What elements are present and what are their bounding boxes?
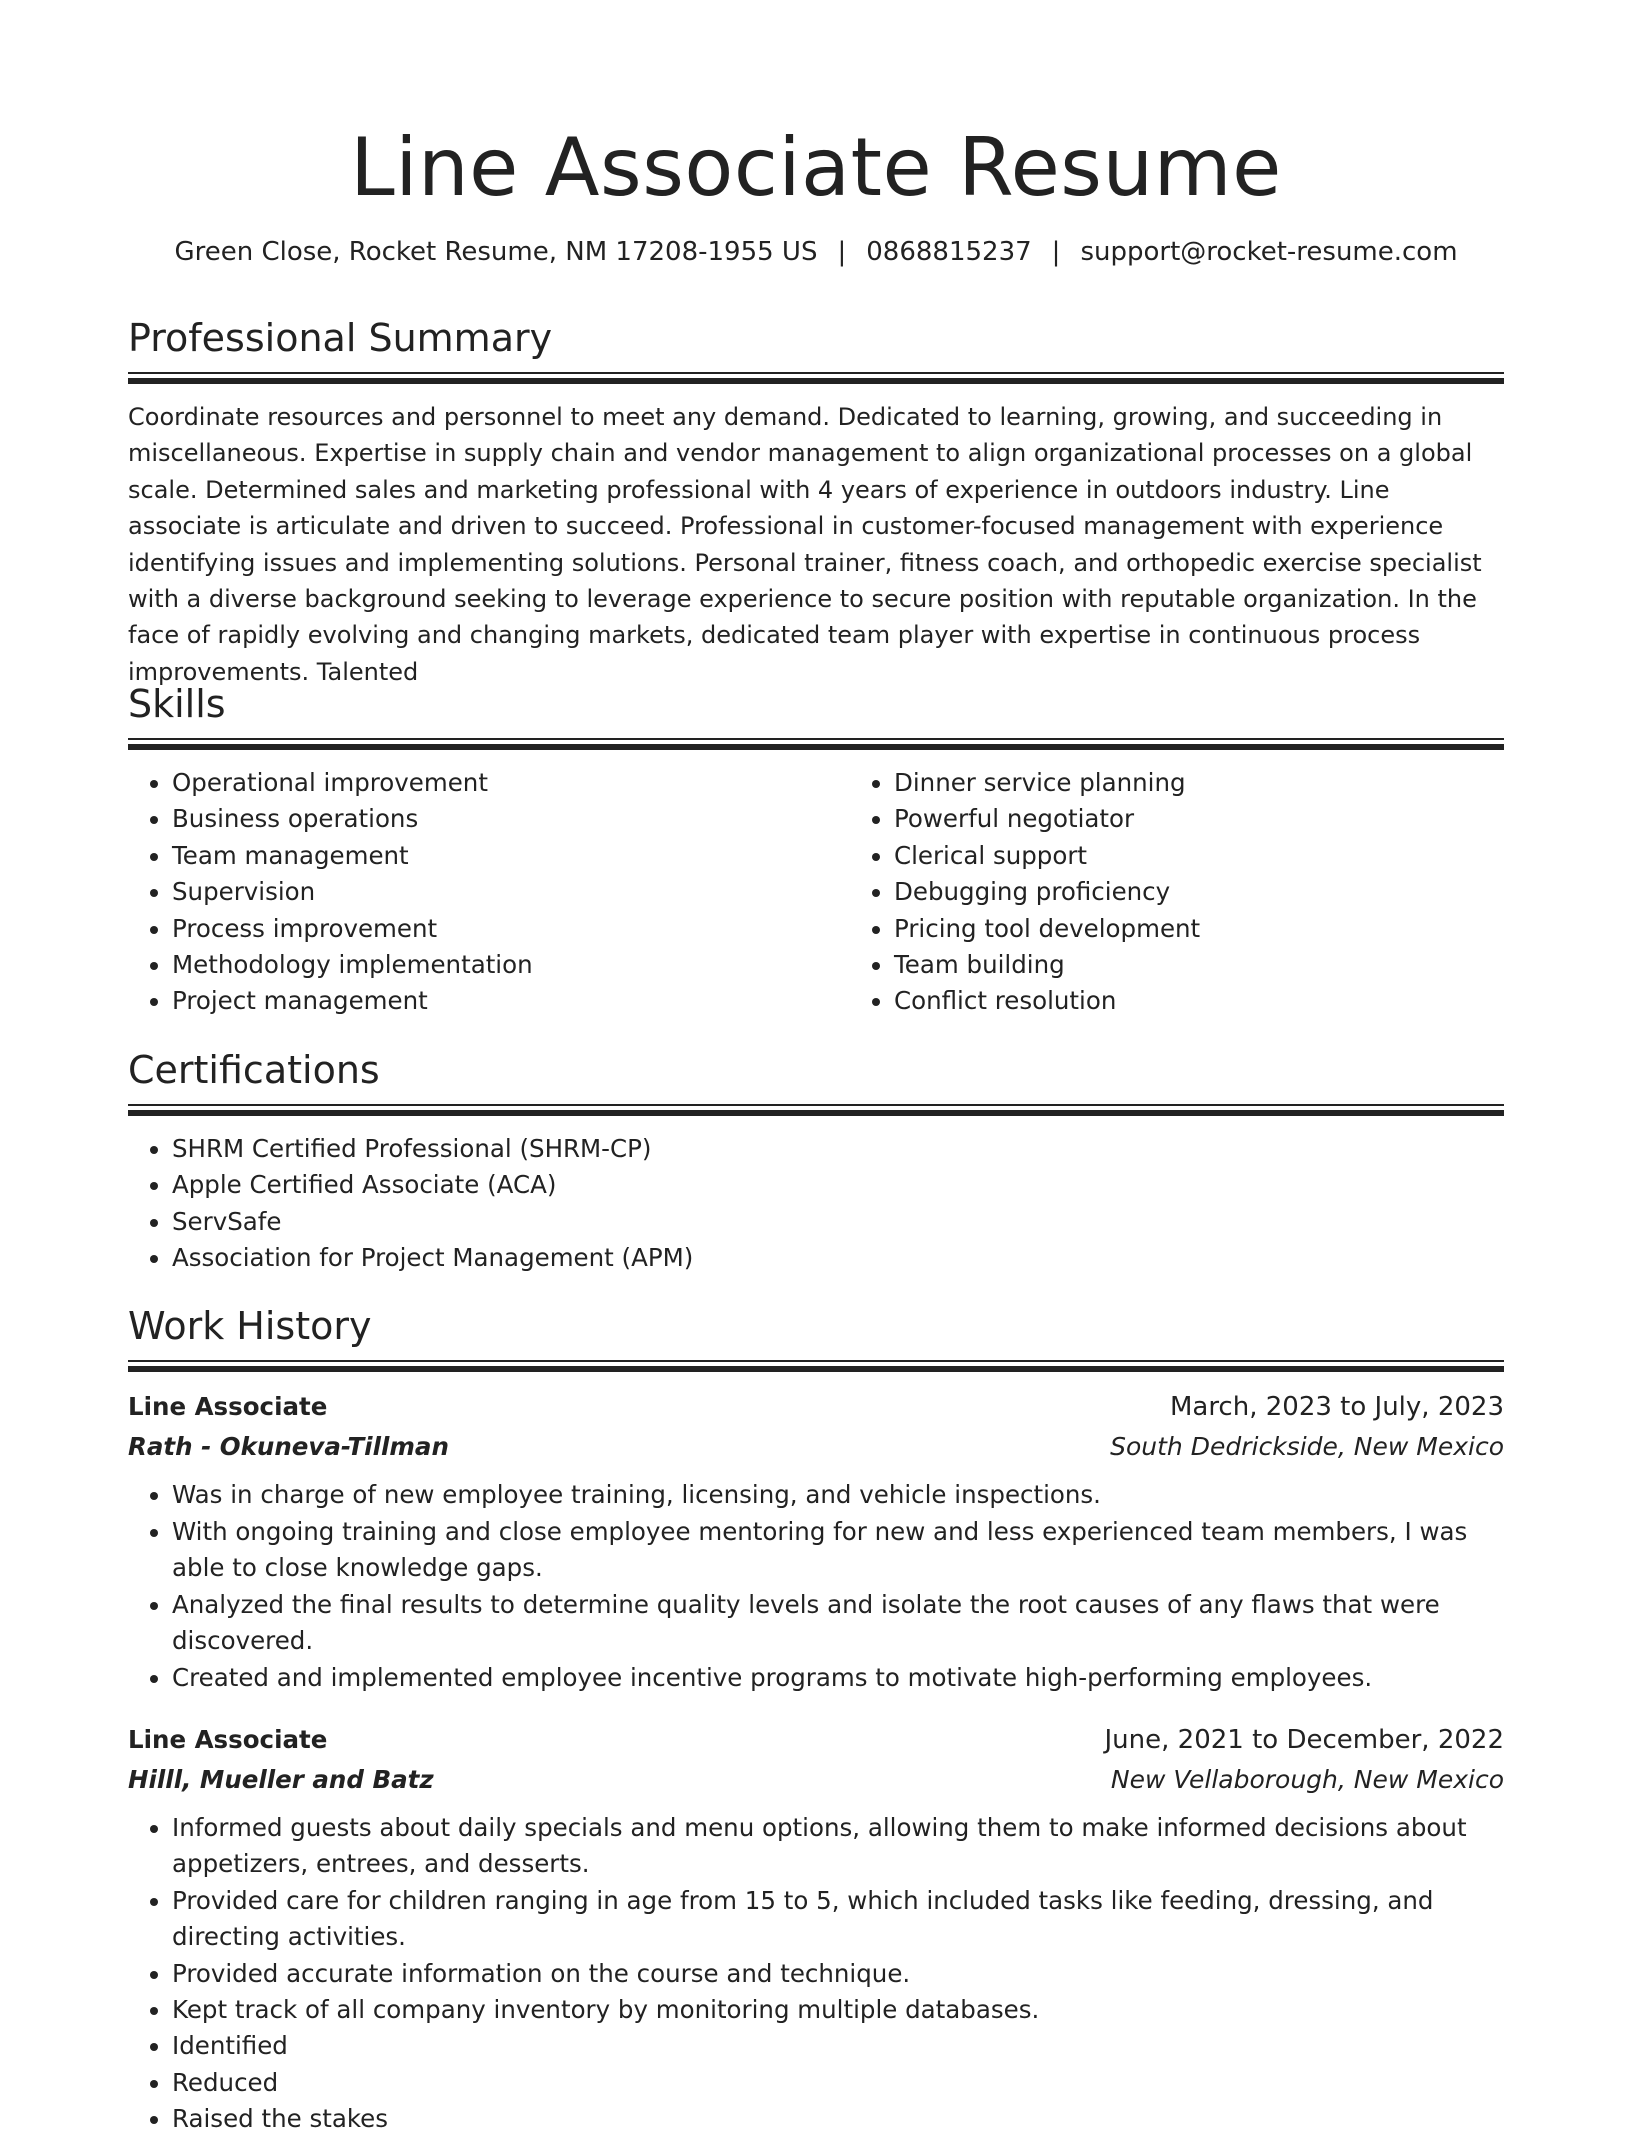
- job-title: Line Associate: [128, 1392, 328, 1422]
- skill-item: • Debugging proficiency: [894, 874, 1572, 910]
- certification-item: • Association for Project Management (APM): [172, 1240, 1504, 1276]
- skill-item: • Operational improvement: [172, 765, 850, 801]
- job-company-row: [128, 1760, 1504, 1800]
- job-header-row: [128, 1720, 1504, 1760]
- job-company-row: [128, 1427, 1504, 1467]
- work-history-heading: Work History: [128, 1304, 372, 1349]
- section-divider: [128, 738, 1504, 749]
- resume-page: [128, 118, 1504, 2138]
- contact-phone: 0868815237: [866, 237, 1032, 267]
- skills-section: [128, 680, 1504, 1020]
- section-divider: [128, 1360, 1504, 1371]
- skill-item: • Supervision: [172, 874, 850, 910]
- job-duties-list: [128, 1810, 1504, 2138]
- contact-separator: |: [837, 237, 847, 267]
- certification-item: • SHRM Certified Professional (SHRM-CP): [172, 1131, 1504, 1167]
- job-duty-item: • Identified: [172, 2028, 1504, 2064]
- job-dates: June, 2021 to December, 2022: [1104, 1724, 1504, 1755]
- summary-heading: Professional Summary: [128, 316, 553, 360]
- summary-text: Coordinate resources and personnel to meet any demand. Dedicated to learning, growing, and succeeding in miscellaneous. Expertise in supply chain and vendor management to align organizational processes on a global scale. Determined sales and marketing professional with 4 years of experience in outdoors industry. Line associate is articulate and driven to succeed. Professional in customer-focused management with experience identifying issues and implementing solutions. Personal trainer, fitness coach, and orthopedic exercise specialist with a diverse background seeking to leverage experience to secure position with reputable organization. In the face of rapidly evolving and changing markets, dedicated team player with expertise in continuous process improvements. Talented: [128, 403, 1482, 686]
- job-duty-item: • Analyzed the final results to determine quality levels and isolate the root causes of any flaws that were discovered.: [172, 1587, 1504, 1660]
- job-duty-item: • Created and implemented employee incentive programs to motivate high-performing employees.: [172, 1660, 1504, 1696]
- job-company: Hilll, Mueller and Batz: [128, 1764, 434, 1794]
- job-duty-item: • Provided accurate information on the course and technique.: [172, 1956, 1504, 1992]
- skill-item: • Pricing tool development: [894, 911, 1572, 947]
- skill-item: • Process improvement: [172, 911, 850, 947]
- certification-item: • Apple Certified Associate (ACA): [172, 1167, 1504, 1203]
- skills-grid: [128, 765, 1504, 1020]
- skill-item: • Clerical support: [894, 838, 1572, 874]
- certifications-section: [128, 1046, 1504, 1277]
- skills-heading: Skills: [128, 682, 226, 726]
- job-location: New Vellaborough, New Mexico: [1110, 1764, 1504, 1794]
- section-divider: [128, 372, 1504, 383]
- job-duty-item: • Informed guests about daily specials and menu options, allowing them to make informed decisions about appetizers, entrees, and desserts.: [172, 1810, 1504, 1883]
- job-duty-item: • Reduced: [172, 2065, 1504, 2101]
- skill-item: • Project management: [172, 983, 850, 1019]
- skills-list-left: [128, 765, 850, 1020]
- resume-title: Line Associate Resume: [350, 121, 1282, 214]
- contact-email: support@rocket-resume.com: [1080, 237, 1458, 267]
- job-company: Rath - Okuneva-Tillman: [128, 1432, 449, 1462]
- job-header-row: [128, 1387, 1504, 1427]
- skill-item: • Methodology implementation: [172, 947, 850, 983]
- skill-item: • Powerful negotiator: [894, 801, 1572, 837]
- job-duty-item: • Raised the stakes: [172, 2101, 1504, 2137]
- job-duty-item: • Was in charge of new employee training, licensing, and vehicle inspections.: [172, 1477, 1504, 1513]
- skill-item: • Conflict resolution: [894, 983, 1572, 1019]
- work-history-section: [128, 1302, 1504, 2137]
- skill-item: • Team management: [172, 838, 850, 874]
- skills-list-right: [850, 765, 1572, 1020]
- summary-section: [128, 314, 1504, 686]
- skill-item: • Team building: [894, 947, 1572, 983]
- skill-item: • Dinner service planning: [894, 765, 1572, 801]
- job-duties-list: [128, 1477, 1504, 1695]
- contact-line: [128, 234, 1504, 270]
- certifications-heading: Certifications: [128, 1047, 380, 1092]
- contact-separator: |: [1051, 237, 1061, 267]
- job-duty-item: • Provided care for children ranging in age from 15 to 5, which included tasks like feeding, dressing, and directing activities.: [172, 1883, 1504, 1956]
- job-location: South Dedrickside, New Mexico: [1110, 1432, 1504, 1462]
- job-title: Line Associate: [128, 1724, 328, 1754]
- certification-item: • ServSafe: [172, 1204, 1504, 1240]
- job-entry: [128, 1387, 1504, 1695]
- job-duty-item: • With ongoing training and close employee mentoring for new and less experienced team members, I was able to close knowledge gaps.: [172, 1514, 1504, 1587]
- certifications-list: [128, 1131, 1504, 1277]
- job-dates: March, 2023 to July, 2023: [1169, 1392, 1504, 1423]
- skill-item: • Business operations: [172, 801, 850, 837]
- job-duty-item: • Kept track of all company inventory by monitoring multiple databases.: [172, 1992, 1504, 2028]
- section-divider: [128, 1104, 1504, 1115]
- job-entry: [128, 1720, 1504, 2138]
- contact-address: Green Close, Rocket Resume, NM 17208-1955 US: [174, 237, 818, 267]
